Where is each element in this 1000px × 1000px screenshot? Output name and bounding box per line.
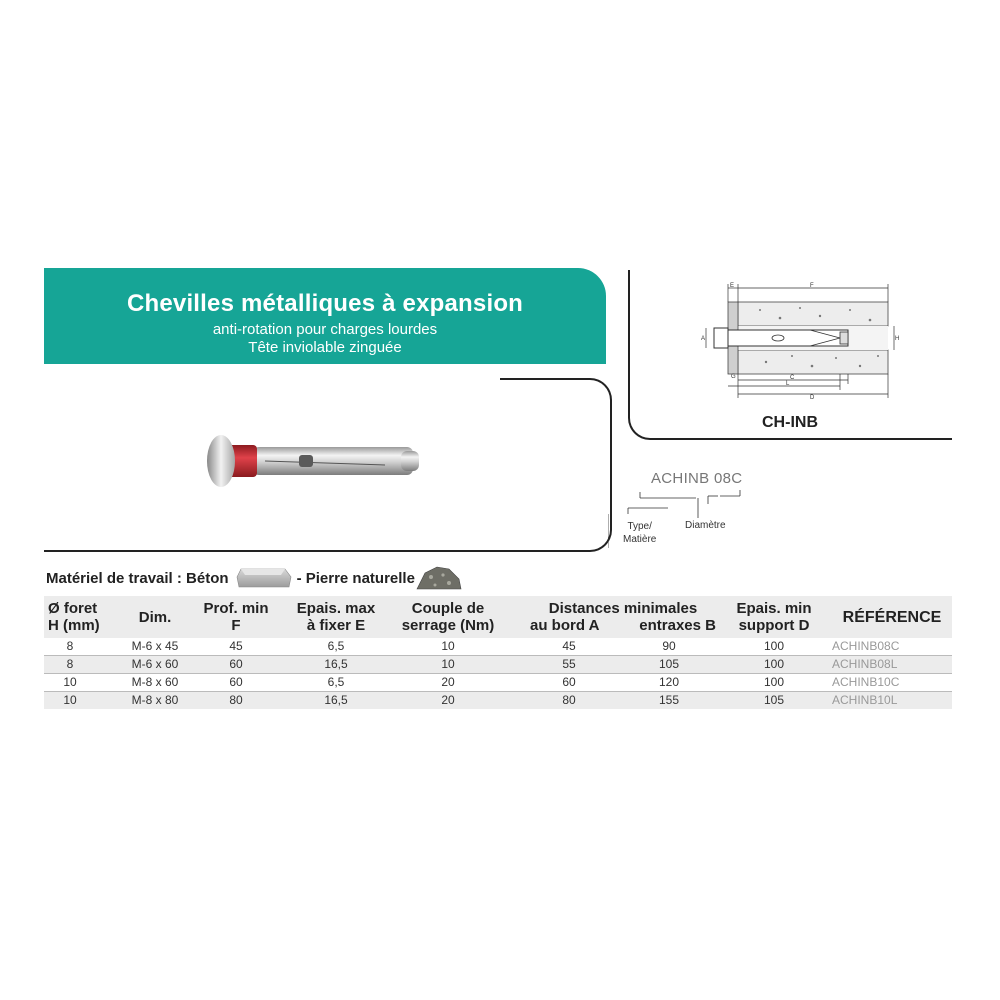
dim-h-label: H [895,336,900,342]
col-foret-line-2: H (mm) [48,617,100,634]
cell-prof: 60 [229,657,243,671]
cell-bord: 45 [562,639,576,653]
col-epais [290,600,382,634]
frame-gap [44,376,500,382]
cell-prof: 45 [229,639,243,653]
col-support-line-1: Epais. min [736,600,812,617]
col-couple-line-2: serrage (Nm) [401,617,495,634]
concrete-block-icon [235,565,293,591]
specifications-table [44,596,952,709]
col-couple [394,600,502,634]
dim-a-label: A [701,336,706,342]
code-type-line-1: Type/ [627,521,652,532]
materials-stone-label: - Pierre naturelle [296,569,415,587]
code-diameter-label: Diamètre [685,520,726,531]
cell-bord: 55 [562,657,576,671]
code-type-label [623,520,656,546]
cell-support: 100 [763,639,785,653]
cell-epais: 6,5 [327,675,345,689]
page-subtitle-1: anti-rotation pour charges lourdes [212,321,438,338]
cell-foret: 8 [66,657,74,671]
reference-code-example: ACHINB 08C [651,470,743,487]
col-epais-line-1: Epais. max [296,600,376,617]
dim-l-label: L [786,381,790,387]
cell-bord: 80 [562,693,576,707]
col-foret-line-1: Ø foret [48,600,98,617]
col-dim: Dim. [138,609,172,626]
cell-dim: M-8 x 60 [131,675,179,689]
cell-dim: M-6 x 60 [131,657,179,671]
col-distances-sub [528,617,718,634]
cell-ref: ACHINB08C [832,639,900,653]
col-reference: RÉFÉRENCE [842,609,942,626]
col-couple-line-1: Couple de [411,600,485,617]
cell-prof: 80 [229,693,243,707]
anchor-bolt-image [205,425,435,495]
natural-stone-icon [415,563,463,593]
cell-dim: M-6 x 45 [131,639,179,653]
title-banner [44,268,606,364]
page-subtitle-2: Tête inviolable zinguée [248,339,402,356]
table-row [44,691,952,709]
col-distances-title: Distances minimales [548,600,698,617]
table-row [44,638,952,655]
cell-support: 100 [763,657,785,671]
cell-entraxes: 105 [658,657,680,671]
cell-ref: ACHINB08L [832,657,898,671]
dim-e-label: E [730,283,735,289]
col-prof [194,600,278,634]
table-header [44,596,952,638]
materials-prefix: Matériel de travail : Béton [46,569,229,587]
cell-bord: 60 [562,675,576,689]
cell-entraxes: 155 [658,693,680,707]
cell-ref: ACHINB10L [832,693,898,707]
drawing-label: CH-INB [762,414,818,431]
cell-couple: 20 [441,693,455,707]
col-support-line-2: support D [738,617,810,634]
col-bord: au bord A [530,617,600,634]
table-row [44,655,952,673]
dim-d-label: D [810,395,815,400]
cell-epais: 16,5 [324,693,348,707]
table-body [44,638,952,709]
col-epais-line-2: à fixer E [306,617,366,634]
cell-prof: 60 [229,675,243,689]
table-row [44,673,952,691]
dim-c-label: C [790,375,795,381]
page-title: Chevilles métalliques à expansion [126,290,524,317]
dim-f-label: F [810,283,814,289]
col-prof-line-1: Prof. min [203,600,269,617]
cell-entraxes: 120 [658,675,680,689]
col-prof-line-2: F [231,617,241,634]
col-foret [48,600,112,634]
col-support [728,600,820,634]
cell-dim: M-8 x 80 [131,693,179,707]
technical-drawing [700,280,900,400]
cell-epais: 16,5 [324,657,348,671]
cell-foret: 10 [63,693,77,707]
code-type-line-2: Matière [623,534,657,545]
dim-g-label: G [731,374,736,380]
cell-ref: ACHINB10C [832,675,900,689]
cell-support: 100 [763,675,785,689]
col-entraxes: entraxes B [639,617,716,634]
cell-epais: 6,5 [327,639,345,653]
cell-foret: 10 [63,675,77,689]
cell-couple: 10 [441,657,455,671]
materials-line [46,563,463,593]
cell-entraxes: 90 [662,639,676,653]
cell-couple: 20 [441,675,455,689]
col-distances [528,600,718,634]
cell-support: 105 [763,693,785,707]
cell-couple: 10 [441,639,455,653]
cell-foret: 8 [66,639,74,653]
